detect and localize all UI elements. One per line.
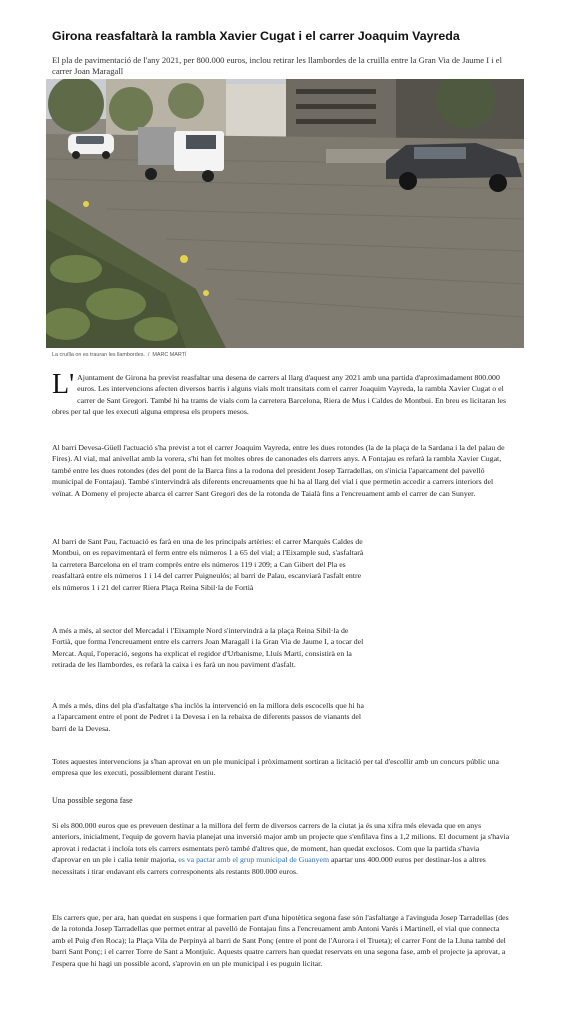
photo-caption: La cruïlla on es trauran les llambordes. / MARC MARTÍ [52,352,187,358]
dropcap: L' [52,369,75,400]
article-title: Girona reasfaltarà la rambla Xavier Cugat i el carrer Joaquim Vayreda [52,29,460,44]
paragraph-licitacio: Totes aquestes intervencions ja s'han aprovat en un ple municipal i pròximament sortiran a licitació per tal d'escollir amb un concurs públic una empresa que les executi, possiblement durant l'estiu. [52,757,499,778]
paragraph-escocells: A més a més, dins del pla d'asfaltatge s'ha inclòs la intervenció en la millora dels escocells que hi ha a l'aparcament entre el pont de Pedret i la Devesa i en la rebaixa de diferents passos de vianants del barri de la Devesa. [52,701,364,733]
paragraph-segona-fase-b: apartar uns 400.000 euros per destinar-los a altres necessitats i tirar endavant els carrers corresponents als restants 800.000 euros. [52,855,486,876]
photo-credit: MARC MARTÍ [152,352,187,358]
photo-caption-text: La cruïlla on es trauran les llambordes. [52,352,145,358]
section-heading: Una possible segona fase [52,796,133,805]
article-photo [46,79,524,348]
lead-paragraph [52,369,510,418]
paragraph-carrers-suspens: Els carrers que, per ara, han quedat en suspens i que formarien part d'una hipotètica segona fase són l'asfaltatge a l'avinguda Josep Tarradellas (des de la rotonda Josep Tarradellas que permet entrar al pavelló de Fontajau fins a l'encreuament amb Antoni Varés i Martinell, el vial que connecta amb el Puig d'en Roca); la Plaça Vila de Perpinyà al barri de Sant Ponç (entre el pont de l'Aurora i el Trueta); el carrer Font de la Lluna també del barri Sant Ponç; i el carrer Torre de Sant a Montjuïc. Aquests quatre carrers han quedat reservats en una segona fase, amb el projecte ja aprovat, a l'espera que hi hagi un possible acord, s'aprovin en un ple municipal i es puguin licitar. [52,913,509,968]
lead-text: Ajuntament de Girona ha previst reasfaltar una desena de carrers al llarg d'aquest any 2021 amb una partida d'aproximadament 800.000 euros. Les intervencions afecten diversos barris i alguns vials molt transitats com el carrer Joaquim Vayreda, la rambla Xavier Cugat o el carrer de Sant Gregori. També hi ha trams de vials com la carretera Barcelona, Riera de Mus i Caldes de Montbui. En breu es licitaran les obres per tal que les executi alguna empresa els propers mesos. [52,373,507,417]
guanyem-link[interactable]: es va pactar amb el grup municipal de Guanyem [178,855,330,865]
paragraph-sant-pau: Al barri de Sant Pau, l'actuació es farà en una de les principals artèries: el carrer Marquès Caldes de Montbui, on es repavimentarà el ferm entre els números 1 a 65 del vial; a l'Eixample sud, s'asfaltarà la carretera Barcelona en el tram comprès entre els números 119 i 209; a Can Gibert del Pla es reasfaltarà entre els números 1 i 14 del carrer Puigneulós; al barri de Palau, escanviarà l'asfalt entre els números 1 i 21 del carrer Riera Plaça Reina Sibil·la de Fortià [52,537,364,592]
paragraph-segona-fase [52,820,510,877]
paragraph-segona-fase-a: Si els 800.000 euros que es preveuen destinar a la millora del ferm de diversos carrers de la ciutat ja és una xifra més elevada que en anys anteriors, inicialment, l'equip de govern havia planejat una inversió major amb un projecte que s'enfilava fins a 1,2 milions. El document ja s'havia aprovat i redactat i incloïa tots els carrers esmentats però també d'altres que, de moment, han quedat exclosos. Com que la partida s'havia d'aprovar en un ple i calia tenir majoria, [52,821,510,865]
paragraph-devesa: Al barri Devesa-Güell l'actuació s'ha previst a tot el carrer Joaquim Vayreda, entre les dues rotondes (la de la plaça de la Sardana i la del palau de Fires). Al vial, mal anivellat amb la vorera, s'hi han fet moltes obres de canonades els darrers anys. A Fontajau es refarà la rambla Xavier Cugat, també entre les dues rotondes (des del pont de la Barca fins a la rodona del president Josep Tarradellas, on s'inicia l'aparcament del pavelló municipal de Fontajau). També s'intervindrà als diferents encreuaments que hi ha al llarg del vial i que permetin accedir a carrers interiors del veïnat. A Domeny el projecte abarca el carrer Sant Gregori des de la rotonda de Taialà fins a l'encreuament amb el carrer de can Sunyer. [52,443,505,498]
paragraph-mercadal: A més a més, al sector del Mercadal i l'Eixample Nord s'intervindrà a la plaça Reina Sibil·la de Fortià, que forma l'encreuament entre els carrers Joan Maragall i la Gran Via de Jaume I, a tocar del Mercat. Aquí, l'operació, segons ha explicat el regidor d'Urbanisme, Lluís Martí, consistirà en la retirada de les llambordes, es refarà la caixa i es farà un nou paviment d'asfalt. [52,626,364,670]
article-subtitle: El pla de pavimentació de l'any 2021, per 800.000 euros, inclou retirar les llambordes de la cruïlla entre la Gran Via de Jaume I i el carrer Joan Maragall [52,54,502,77]
